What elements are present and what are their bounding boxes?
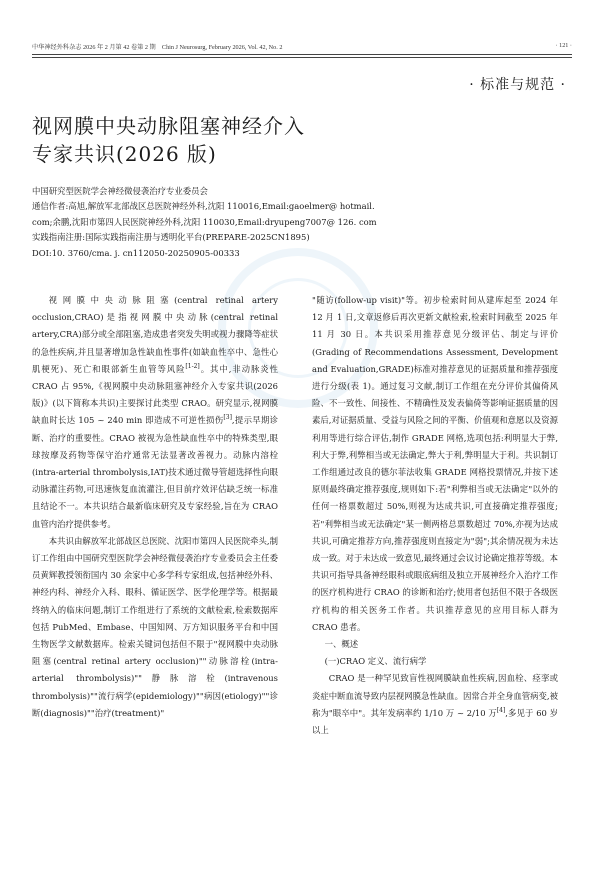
title-line-2: 专家共识(2026 版)	[32, 142, 217, 166]
citation-ref: [1-2]	[185, 363, 200, 371]
methods-paragraph: 本共识由解放军北部战区总医院、沈阳市第四人民医院牵头,制订工作组由中国研究型医院学会神经微侵袭治疗专业委员会主任委员黄辉教授领衔国内 30 余家中心多学科专家组成,包括神经外科、神经内科、神经介入科、眼科、循证医学、医学伦理学等。根据最终纳入的临床问题,制订工作组进行了系统的文献检索,检索数据库包括 PubMed、Embase、中国知网、万方知识服务平台和中国生物医学文献数据库。检索关键词包括但不限于"视网膜中央动脉阻塞(central retinal artery occlusion)""动脉溶栓(intra-arterial thrombolysis)""静脉溶栓(intravenous thrombolysis)""流行病学(epidemiology)""病因(etiology)""诊断(diagnosis)""治疗(treatment)"	[32, 535, 278, 718]
doi: DOI:10. 3760/cma. j. cn112050-20250905-00333	[32, 247, 240, 258]
article-title	[32, 112, 305, 168]
journal-citation: 中华神经外科杂志 2026 年 2 月第 42 卷第 2 期 Chin J Neurosurg, February 2026, Vol. 42, No. 2	[32, 44, 283, 51]
guideline-registration: 实践指南注册:国际实践指南注册与透明化平台(PREPARE-2025CN1895)	[32, 232, 310, 243]
corresponding-author-2: com;余鹏,沈阳市第四人民医院神经外科,沈阳 110030,Email:dryupeng7007@ 126. com	[32, 216, 377, 227]
left-column	[32, 292, 278, 722]
methods-continued-paragraph: "随访(follow-up visit)"等。初步检索时间从建库起至 2024 年 12 月 1 日,文章返修后再次更新文献检索,检索时间截至 2025 年 11 月 30 日。本共识采用推荐意见分级评估、制定与评价(Grading of Recommendations Assessment, Development and Evaluation,GRADE)标准对推荐意见的证据质量和推荐强度进行分级(表 1)。通过复习文献,制订工作组在充分评价其偏倚风险、不一致性、间接性、不精确性及发表偏倚等影响证据质量的因素后,对证据质量、受益与风险之间的平衡、价值观和意愿以及资源利用等进行综合评估,制作 GRADE 网格,选项包括:利明显大于弊,利大于弊,利弊相当或无法确定,弊大于利,弊明显大于利。共识制订工作组通过改良的德尔菲法收集 GRADE 网格投票情况,并按下述原则最终确定推荐强度,规则如下:若"利弊相当或无法确定"以外的任何一格票数超过 50%,则视为达成共识,可直接确定推荐强度;若"利弊相当或无法确定"某一侧两格总票数超过 70%,亦视为达成共识,可确定推荐方向,推荐强度则直接定为"弱";其余情况视为未达成一致。对于未达成一致意见,最终通过会议讨论确定推荐等级。本共识可指导具备神经眼科或眼底病组及独立开展神经介入治疗工作的医疗机构进行 CRAO 的诊断和治疗;使用者包括但不限于各级医疗机构的相关医务工作者。共识推荐意见的应用目标人群为 CRAO 患者。	[312, 295, 558, 632]
definition-paragraph: CRAO 是一种罕见致盲性视网膜缺血性疾病,因血栓、痉挛或炎症中断血流导致内层视网膜急性缺血。因常合并全身血管病变,被称为"眼卒中"。其年发病率约 1/10 万 ~ 2/10 万[4],多见于 60 岁以上	[312, 673, 558, 736]
right-column	[312, 292, 558, 739]
citation-ref: [3]	[223, 414, 232, 422]
header-rule	[32, 54, 572, 55]
intro-paragraph: 视网膜中央动脉阻塞(central retinal artery occlusion,CRAO)是指视网膜中央动脉(central retinal artery,CRA)部分或全部阻塞,造成患者突发失明或视力骤降等症状的急性疾病,并且显著增加急性缺血性事件(如缺血性卒中、急性心肌梗死)、死亡和眼部新生血管等风险[1-2]。其中,非动脉炎性 CRAO 占 95%,《视网膜中央动脉阻塞神经介入专家共识(2026 版)》(以下简称本共识)主要探讨此类型 CRAO。研究显示,视网膜缺血时长达 105 ~ 240 min 即造成不可逆性损伤[3],提示早期诊断、治疗的重要性。CRAO 被视为急性缺血性卒中的特殊类型,眼球按摩及药物等保守治疗通常无法显著改善视力。动脉内溶栓(intra-arterial thrombolysis,IAT)技术通过微导管超选择性向眼动脉灌注药物,可迅速恢复血流灌注,但目前疗效评估缺乏统一标准且结论不一。本共识结合最新临床研究及专家经验,旨在为 CRAO 血管内治疗提供参考。	[32, 295, 278, 529]
author-group: 中国研究型医院学会神经微侵袭治疗专业委员会	[32, 186, 208, 196]
running-header	[32, 42, 572, 51]
section-heading: 一、概述	[324, 639, 359, 650]
title-line-1: 视网膜中央动脉阻塞神经介入	[32, 114, 305, 138]
page-number: · 121 ·	[555, 42, 572, 49]
corresponding-author-1: 通信作者:高旭,解放军北部战区总医院神经外科,沈阳 110016,Email:gaoelmer@ hotmail.	[32, 201, 375, 212]
header-rule-secondary	[32, 57, 572, 58]
citation-ref: [4]	[496, 707, 506, 715]
section-tag: · 标准与规范 ·	[469, 77, 566, 93]
subsection-heading: (一)CRAO 定义、流行病学	[324, 656, 427, 667]
article-meta	[32, 184, 472, 261]
